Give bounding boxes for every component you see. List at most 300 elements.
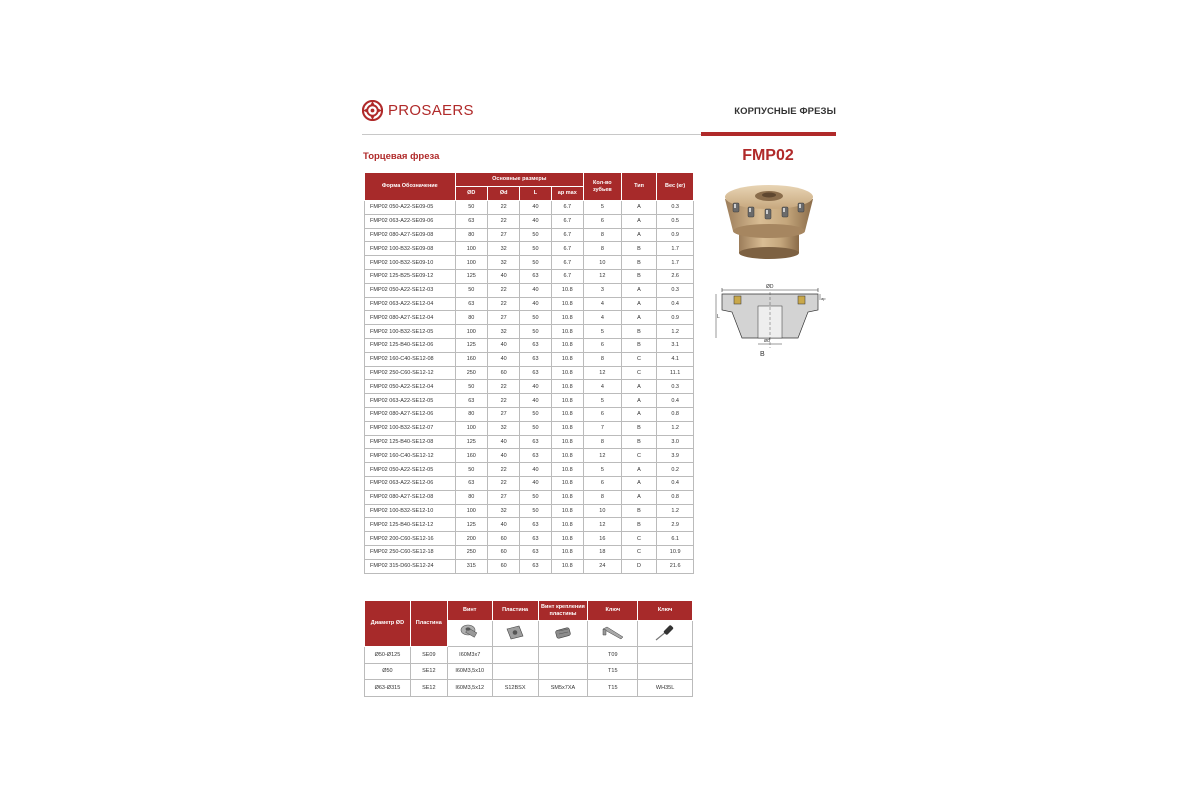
cell-teeth: 3: [583, 283, 621, 297]
cell-type: B: [621, 242, 657, 256]
cell-od: 63: [455, 394, 487, 408]
acc-header-key-2: Ключ: [638, 601, 693, 621]
cell-designation: FMP02 100-B32-SE12-05: [365, 325, 456, 339]
table-row: [365, 435, 694, 449]
cell-id: 22: [487, 463, 519, 477]
cell-od: 100: [455, 504, 487, 518]
cell-id: 22: [487, 201, 519, 215]
cell-teeth: 5: [583, 325, 621, 339]
cell-type: A: [621, 228, 657, 242]
cell-id: 22: [487, 476, 519, 490]
cell-od: 50: [455, 463, 487, 477]
cell-weight: 1.2: [657, 325, 694, 339]
table-row: [365, 242, 694, 256]
cutter-specs-table: [364, 172, 694, 574]
cell-od: 160: [455, 352, 487, 366]
cell-length: 50: [520, 242, 551, 256]
cell-type: B: [621, 338, 657, 352]
cell-type: C: [621, 532, 657, 546]
cell-od: 200: [455, 532, 487, 546]
cell-weight: 0.3: [657, 283, 694, 297]
cell-id: 60: [487, 532, 519, 546]
cell-teeth: 5: [583, 463, 621, 477]
cell-ap-max: 10.8: [551, 435, 583, 449]
cell-teeth: 4: [583, 311, 621, 325]
plate-image-cell: [492, 621, 538, 647]
cell-length: 50: [520, 325, 551, 339]
cell-weight: 0.4: [657, 297, 694, 311]
cell-length: 40: [520, 201, 551, 215]
cell-id: 60: [487, 545, 519, 559]
cell-id: 22: [487, 297, 519, 311]
cell-type: A: [621, 463, 657, 477]
cell-od: 315: [455, 559, 487, 573]
cell-designation: FMP02 050-A22-SE12-03: [365, 283, 456, 297]
acc-cell-screw: I60M3,5x10: [447, 663, 492, 680]
table-row: [365, 463, 694, 477]
cell-id: 40: [487, 449, 519, 463]
cell-ap-max: 10.8: [551, 311, 583, 325]
header-ap: ap max: [551, 187, 583, 201]
cell-teeth: 6: [583, 476, 621, 490]
cell-type: C: [621, 449, 657, 463]
cell-type: B: [621, 435, 657, 449]
table-row: [365, 283, 694, 297]
cell-length: 40: [520, 297, 551, 311]
cell-teeth: 6: [583, 338, 621, 352]
header-type: Тип: [621, 173, 657, 201]
cell-designation: FMP02 160-C40-SE12-12: [365, 449, 456, 463]
cell-od: 80: [455, 311, 487, 325]
cell-type: B: [621, 518, 657, 532]
acc-cell-key-2: WH35L: [638, 680, 693, 697]
acc-cell-insert: SE09: [410, 647, 447, 664]
cell-weight: 2.9: [657, 518, 694, 532]
cell-weight: 2.6: [657, 269, 694, 283]
cell-teeth: 7: [583, 421, 621, 435]
cell-od: 50: [455, 380, 487, 394]
clamp-screw-image-cell: [538, 621, 588, 647]
cell-id: 40: [487, 269, 519, 283]
cell-length: 63: [520, 545, 551, 559]
table-row: [365, 366, 694, 380]
cell-type: A: [621, 201, 657, 215]
acc-header-diameter: Диаметр ØD: [365, 601, 411, 647]
cell-length: 40: [520, 283, 551, 297]
cell-weight: 0.3: [657, 380, 694, 394]
cell-designation: FMP02 063-A22-SE12-04: [365, 297, 456, 311]
cell-length: 63: [520, 435, 551, 449]
cell-teeth: 4: [583, 297, 621, 311]
cell-designation: FMP02 050-A22-SE12-05: [365, 463, 456, 477]
cell-length: 63: [520, 338, 551, 352]
table-row: [365, 394, 694, 408]
cell-weight: 0.9: [657, 228, 694, 242]
cell-teeth: 8: [583, 228, 621, 242]
table-row: [365, 256, 694, 270]
cell-length: 40: [520, 394, 551, 408]
cell-designation: FMP02 063-A22-SE12-06: [365, 476, 456, 490]
acc-cell-key: T15: [588, 680, 638, 697]
cell-od: 80: [455, 407, 487, 421]
cell-teeth: 6: [583, 407, 621, 421]
cell-id: 32: [487, 256, 519, 270]
brand-name: PROSAERS: [388, 102, 474, 119]
table-row: [365, 352, 694, 366]
cell-length: 40: [520, 476, 551, 490]
cell-weight: 0.3: [657, 201, 694, 215]
od-dimension-label: ØD: [766, 284, 774, 290]
cell-id: 40: [487, 352, 519, 366]
milling-cutter-image: [719, 175, 819, 261]
cell-designation: FMP02 050-A22-SE12-04: [365, 380, 456, 394]
cell-length: 50: [520, 256, 551, 270]
cell-length: 50: [520, 504, 551, 518]
cell-od: 80: [455, 490, 487, 504]
cell-designation: FMP02 063-A22-SE12-05: [365, 394, 456, 408]
header-od: ØD: [455, 187, 487, 201]
header-accent-bar: [701, 132, 836, 136]
l-dimension-label: L: [717, 314, 720, 320]
cell-ap-max: 6.7: [551, 269, 583, 283]
header-weight: Вес (кг): [657, 173, 694, 201]
cell-designation: FMP02 160-C40-SE12-08: [365, 352, 456, 366]
cell-type: B: [621, 421, 657, 435]
cell-type: A: [621, 311, 657, 325]
cell-weight: 0.9: [657, 311, 694, 325]
cell-ap-max: 10.8: [551, 421, 583, 435]
cell-id: 27: [487, 407, 519, 421]
cell-id: 32: [487, 325, 519, 339]
cell-ap-max: 10.8: [551, 559, 583, 573]
cell-weight: 1.2: [657, 504, 694, 518]
cell-od: 125: [455, 338, 487, 352]
cell-ap-max: 6.7: [551, 201, 583, 215]
cell-teeth: 12: [583, 518, 621, 532]
cell-ap-max: 10.8: [551, 504, 583, 518]
cell-id: 27: [487, 228, 519, 242]
cell-weight: 0.5: [657, 214, 694, 228]
cell-teeth: 8: [583, 242, 621, 256]
cell-type: A: [621, 407, 657, 421]
ap-dimension-label: ap: [821, 296, 826, 301]
cell-od: 100: [455, 242, 487, 256]
acc-cell-diameter: Ø50: [365, 663, 411, 680]
clamp-screw-icon: [552, 623, 574, 643]
cell-designation: FMP02 080-A27-SE12-08: [365, 490, 456, 504]
cell-designation: FMP02 125-B40-SE12-12: [365, 518, 456, 532]
cell-type: C: [621, 545, 657, 559]
table-row: [365, 325, 694, 339]
cell-id: 60: [487, 559, 519, 573]
cell-length: 50: [520, 407, 551, 421]
table-row: [365, 545, 694, 559]
cell-teeth: 8: [583, 435, 621, 449]
header-teeth: Кол-во зубьев: [583, 173, 621, 201]
cell-teeth: 12: [583, 366, 621, 380]
cell-length: 40: [520, 463, 551, 477]
cell-type: B: [621, 256, 657, 270]
cell-type: B: [621, 269, 657, 283]
cell-ap-max: 10.8: [551, 490, 583, 504]
cell-od: 100: [455, 421, 487, 435]
cell-teeth: 18: [583, 545, 621, 559]
cell-type: C: [621, 352, 657, 366]
cell-teeth: 16: [583, 532, 621, 546]
header-designation: Форма Обозначение: [365, 173, 456, 201]
cell-ap-max: 6.7: [551, 242, 583, 256]
cell-id: 27: [487, 311, 519, 325]
cell-length: 63: [520, 532, 551, 546]
cell-teeth: 8: [583, 352, 621, 366]
table-row: [365, 201, 694, 215]
cell-designation: FMP02 125-B25-SE09-12: [365, 269, 456, 283]
cell-designation: FMP02 063-A22-SE09-06: [365, 214, 456, 228]
acc-cell-key-2: [638, 647, 693, 664]
cell-teeth: 10: [583, 256, 621, 270]
cell-weight: 0.8: [657, 490, 694, 504]
header-l: L: [520, 187, 551, 201]
cell-od: 125: [455, 518, 487, 532]
cell-teeth: 10: [583, 504, 621, 518]
cell-designation: FMP02 100-B32-SE09-10: [365, 256, 456, 270]
cell-length: 63: [520, 352, 551, 366]
cell-id: 40: [487, 435, 519, 449]
table-row: [365, 559, 694, 573]
header-id: Ød: [487, 187, 519, 201]
cell-designation: FMP02 100-B32-SE09-08: [365, 242, 456, 256]
header-main-dims: Основные размеры: [455, 173, 583, 187]
acc-cell-key: T15: [588, 663, 638, 680]
cell-teeth: 24: [583, 559, 621, 573]
cell-length: 50: [520, 228, 551, 242]
table-row: [365, 490, 694, 504]
cell-ap-max: 10.8: [551, 380, 583, 394]
acc-header-screw: Винт: [447, 601, 492, 621]
cell-length: 63: [520, 269, 551, 283]
section-title: КОРПУСНЫЕ ФРЕЗЫ: [734, 106, 836, 117]
acc-cell-key-2: [638, 663, 693, 680]
cell-teeth: 4: [583, 380, 621, 394]
cell-weight: 0.4: [657, 476, 694, 490]
acc-header-plate: Пластина: [492, 601, 538, 621]
cell-id: 40: [487, 338, 519, 352]
acc-header-clamp-screw: Винт крепления пластины: [538, 601, 588, 621]
cell-ap-max: 10.8: [551, 407, 583, 421]
cell-ap-max: 10.8: [551, 325, 583, 339]
cell-ap-max: 10.8: [551, 532, 583, 546]
cell-od: 125: [455, 435, 487, 449]
cell-id: 22: [487, 214, 519, 228]
cell-weight: 1.2: [657, 421, 694, 435]
accessories-table: [364, 600, 693, 697]
cell-type: A: [621, 490, 657, 504]
acc-cell-clamp-screw: [538, 663, 588, 680]
table-row: [365, 518, 694, 532]
table-row: [365, 311, 694, 325]
screwdriver-icon: [653, 623, 677, 643]
table-row: [365, 663, 693, 680]
cutter-specs-body: [365, 201, 694, 574]
cell-weight: 1.7: [657, 242, 694, 256]
cell-ap-max: 10.8: [551, 338, 583, 352]
cell-ap-max: 10.8: [551, 545, 583, 559]
cell-weight: 0.8: [657, 407, 694, 421]
brand-logo: [362, 100, 474, 121]
table-row: [365, 449, 694, 463]
table-row: [365, 532, 694, 546]
cell-type: D: [621, 559, 657, 573]
cell-id: 22: [487, 380, 519, 394]
cell-od: 250: [455, 545, 487, 559]
cell-od: 50: [455, 201, 487, 215]
cell-od: 63: [455, 297, 487, 311]
cell-designation: FMP02 315-D60-SE12-24: [365, 559, 456, 573]
cell-designation: FMP02 125-B40-SE12-06: [365, 338, 456, 352]
cell-designation: FMP02 200-C60-SE12-16: [365, 532, 456, 546]
cell-teeth: 5: [583, 394, 621, 408]
cell-id: 22: [487, 394, 519, 408]
cell-ap-max: 10.8: [551, 518, 583, 532]
cell-od: 160: [455, 449, 487, 463]
acc-cell-insert: SE12: [410, 663, 447, 680]
cell-weight: 11.1: [657, 366, 694, 380]
acc-cell-clamp-screw: [538, 647, 588, 664]
table-row: [365, 407, 694, 421]
table-row: [365, 476, 694, 490]
cell-designation: FMP02 080-A27-SE09-08: [365, 228, 456, 242]
cell-ap-max: 10.8: [551, 297, 583, 311]
insert-plate-icon: [504, 623, 526, 643]
cell-ap-max: 10.8: [551, 394, 583, 408]
cell-id: 32: [487, 504, 519, 518]
brand-logo-icon: [362, 100, 383, 121]
screw-image-cell: [447, 621, 492, 647]
page-subtitle: Торцевая фреза: [363, 151, 440, 162]
cell-designation: FMP02 100-B32-SE12-07: [365, 421, 456, 435]
table-row: [365, 228, 694, 242]
cell-designation: FMP02 250-C60-SE12-12: [365, 366, 456, 380]
cell-type: A: [621, 380, 657, 394]
cell-length: 40: [520, 380, 551, 394]
acc-cell-diameter: Ø63-Ø315: [365, 680, 411, 697]
table-row: [365, 504, 694, 518]
cell-ap-max: 6.7: [551, 256, 583, 270]
key-image-cell: [588, 621, 638, 647]
cell-type: A: [621, 297, 657, 311]
cell-length: 63: [520, 559, 551, 573]
cell-od: 80: [455, 228, 487, 242]
cell-length: 63: [520, 518, 551, 532]
cell-ap-max: 10.8: [551, 476, 583, 490]
cell-type: C: [621, 366, 657, 380]
table-row: [365, 338, 694, 352]
cell-type: A: [621, 394, 657, 408]
table-row: [365, 380, 694, 394]
cell-ap-max: 10.8: [551, 463, 583, 477]
cell-weight: 21.6: [657, 559, 694, 573]
cell-id: 32: [487, 421, 519, 435]
acc-header-key: Ключ: [588, 601, 638, 621]
cell-id: 60: [487, 366, 519, 380]
cell-teeth: 12: [583, 449, 621, 463]
cell-weight: 4.1: [657, 352, 694, 366]
acc-cell-screw: I60M3,5x12: [447, 680, 492, 697]
cell-weight: 1.7: [657, 256, 694, 270]
cell-type: B: [621, 325, 657, 339]
cell-ap-max: 10.8: [551, 366, 583, 380]
cell-teeth: 6: [583, 214, 621, 228]
cell-od: 125: [455, 269, 487, 283]
cell-designation: FMP02 050-A22-SE09-05: [365, 201, 456, 215]
cell-designation: FMP02 125-B40-SE12-08: [365, 435, 456, 449]
acc-cell-diameter: Ø50-Ø125: [365, 647, 411, 664]
cell-length: 63: [520, 449, 551, 463]
key2-image-cell: [638, 621, 693, 647]
cell-ap-max: 10.8: [551, 352, 583, 366]
cell-designation: FMP02 080-A27-SE12-06: [365, 407, 456, 421]
header-divider: [362, 134, 701, 135]
cell-length: 50: [520, 311, 551, 325]
cell-id: 27: [487, 490, 519, 504]
table-row: [365, 214, 694, 228]
cell-id: 32: [487, 242, 519, 256]
cell-id: 22: [487, 283, 519, 297]
diagram-type-label: B: [760, 351, 765, 358]
cell-type: A: [621, 214, 657, 228]
table-row: [365, 297, 694, 311]
cell-weight: 0.2: [657, 463, 694, 477]
cell-teeth: 12: [583, 269, 621, 283]
cell-teeth: 8: [583, 490, 621, 504]
cell-ap-max: 10.8: [551, 449, 583, 463]
cell-length: 50: [520, 490, 551, 504]
cell-weight: 6.1: [657, 532, 694, 546]
cell-od: 63: [455, 476, 487, 490]
cell-od: 100: [455, 256, 487, 270]
table-row: [365, 421, 694, 435]
acc-cell-plate: S12BSX: [492, 680, 538, 697]
table-row: [365, 269, 694, 283]
cell-ap-max: 10.8: [551, 283, 583, 297]
cell-ap-max: 6.7: [551, 214, 583, 228]
acc-header-insert: Пластина: [410, 601, 447, 647]
screw-icon: [459, 623, 481, 643]
table-row: [365, 647, 693, 664]
cell-weight: 10.9: [657, 545, 694, 559]
accessories-body: [365, 647, 693, 697]
cell-od: 100: [455, 325, 487, 339]
cell-length: 50: [520, 421, 551, 435]
acc-cell-plate: [492, 663, 538, 680]
cell-teeth: 5: [583, 201, 621, 215]
table-row: [365, 680, 693, 697]
model-title: FMP02: [742, 147, 794, 164]
cell-type: B: [621, 504, 657, 518]
cell-length: 40: [520, 214, 551, 228]
cell-od: 50: [455, 283, 487, 297]
cell-id: 40: [487, 518, 519, 532]
cell-weight: 3.0: [657, 435, 694, 449]
cell-weight: 3.1: [657, 338, 694, 352]
cell-od: 250: [455, 366, 487, 380]
cell-designation: FMP02 250-C60-SE12-18: [365, 545, 456, 559]
acc-cell-key: T09: [588, 647, 638, 664]
acc-cell-clamp-screw: SM5x7XA: [538, 680, 588, 697]
cell-designation: FMP02 080-A27-SE12-04: [365, 311, 456, 325]
id-dimension-label: ød: [764, 338, 770, 344]
cutter-section-diagram: [714, 280, 826, 362]
